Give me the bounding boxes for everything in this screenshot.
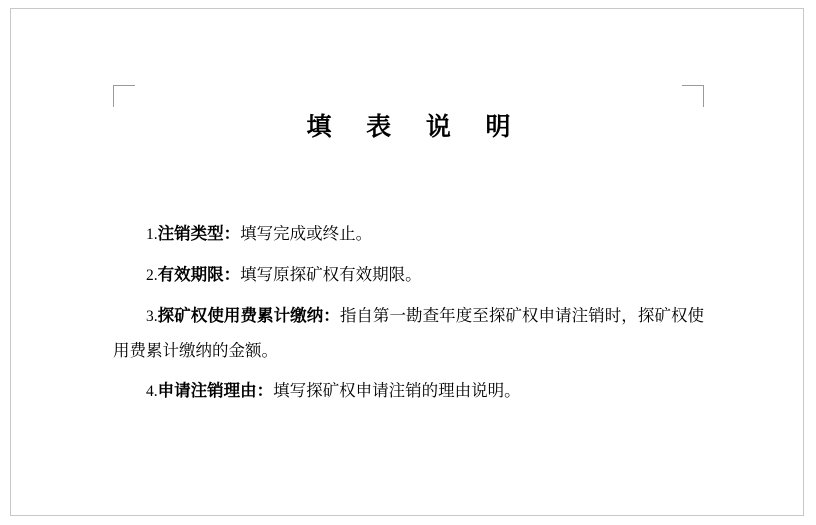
item-lead: 申请注销理由	[157, 381, 257, 400]
item-separator: ：	[223, 224, 241, 243]
list-item	[113, 374, 704, 409]
item-number: 1.	[146, 226, 158, 243]
document-body	[113, 85, 704, 485]
item-number: 3.	[146, 308, 158, 325]
item-number: 2.	[146, 267, 158, 284]
item-lead: 探矿权使用费累计缴纳	[157, 306, 324, 325]
list-item	[113, 299, 704, 368]
item-lead: 注销类型	[157, 224, 224, 243]
item-separator: ：	[323, 306, 340, 325]
item-lead: 有效期限	[157, 265, 224, 284]
page-title: 填 表 说 明	[306, 112, 524, 141]
item-text: 指自第一勘查年度至探矿权申请注销时，探矿权使用费累计缴纳的金额。	[113, 306, 705, 360]
item-separator: ：	[223, 265, 241, 284]
item-number: 4.	[146, 383, 158, 400]
list-item	[113, 217, 704, 252]
item-text: 填写原探矿权有效期限。	[240, 265, 422, 284]
item-text: 填写探矿权申请注销的理由说明。	[273, 381, 521, 400]
instruction-list	[113, 217, 704, 409]
list-item	[113, 258, 704, 293]
item-text: 填写完成或终止。	[240, 224, 373, 243]
item-separator: ：	[256, 381, 274, 400]
